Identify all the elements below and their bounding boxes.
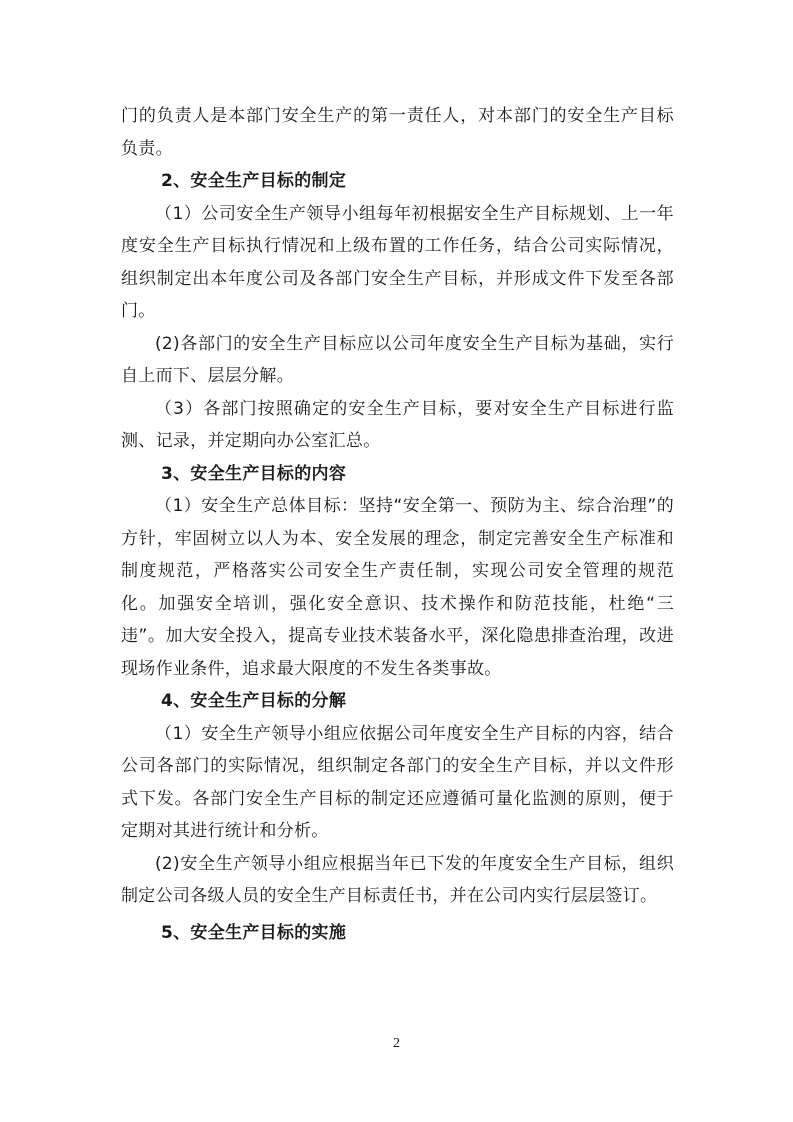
document-body xyxy=(121,100,674,949)
section-heading-5: 5、安全生产目标的实施 xyxy=(161,922,347,943)
paragraph-3-1: （1）安全生产总体目标：坚持“安全第一、预防为主、综合治理”的方针，牢固树立以人为本、安全发展的理念，制定完善安全生产标准和制度规范，严格落实公司安全生产责任制，实现公司安全管理的规范化。加强安全培训，强化安全意识、技术操作和防范技能，杜绝“三违”。加大安全投入，提高专业技术装备水平，深化隐患排查治理，改进现场作业条件，追求最大限度的不发生各类事故。 xyxy=(121,496,674,679)
paragraph-2-1: （1）公司安全生产领导小组每年初根据安全生产目标规划、上一年度安全生产目标执行情况和上级布置的工作任务，结合公司实际情况，组织制定出本年度公司及各部门安全生产目标，并形成文件下发至各部门。 xyxy=(121,203,674,321)
paragraph-4-1: （1）安全生产领导小组应依据公司年度安全生产目标的内容，结合公司各部门的实际情况，组织制定各部门的安全生产目标，并以文件形式下发。各部门安全生产目标的制定还应遵循可量化监测的原则，便于定期对其进行统计和分析。 xyxy=(121,723,674,841)
section-heading-4: 4、安全生产目标的分解 xyxy=(161,691,347,711)
paragraph-2-2: (2)各部门的安全生产目标应以公司年度安全生产目标为基础，实行自上而下、层层分解。 xyxy=(121,333,674,386)
page-number: 2 xyxy=(393,1036,400,1051)
section-heading-2: 2、安全生产目标的制定 xyxy=(161,171,347,191)
paragraph-4-2: (2)安全生产领导小组应根据当年已下发的年度安全生产目标，组织制定公司各级人员的安全生产目标责任书，并在公司内实行层层签订。 xyxy=(121,853,674,906)
paragraph-responsibility-continued: 门的负责人是本部门安全生产的第一责任人，对本部门的安全生产目标负责。 xyxy=(121,106,674,159)
paragraph-2-3: （3）各部门按照确定的安全生产目标，要对安全生产目标进行监测、记录，并定期向办公室汇总。 xyxy=(121,398,674,451)
section-heading-3: 3、安全生产目标的内容 xyxy=(161,463,347,484)
